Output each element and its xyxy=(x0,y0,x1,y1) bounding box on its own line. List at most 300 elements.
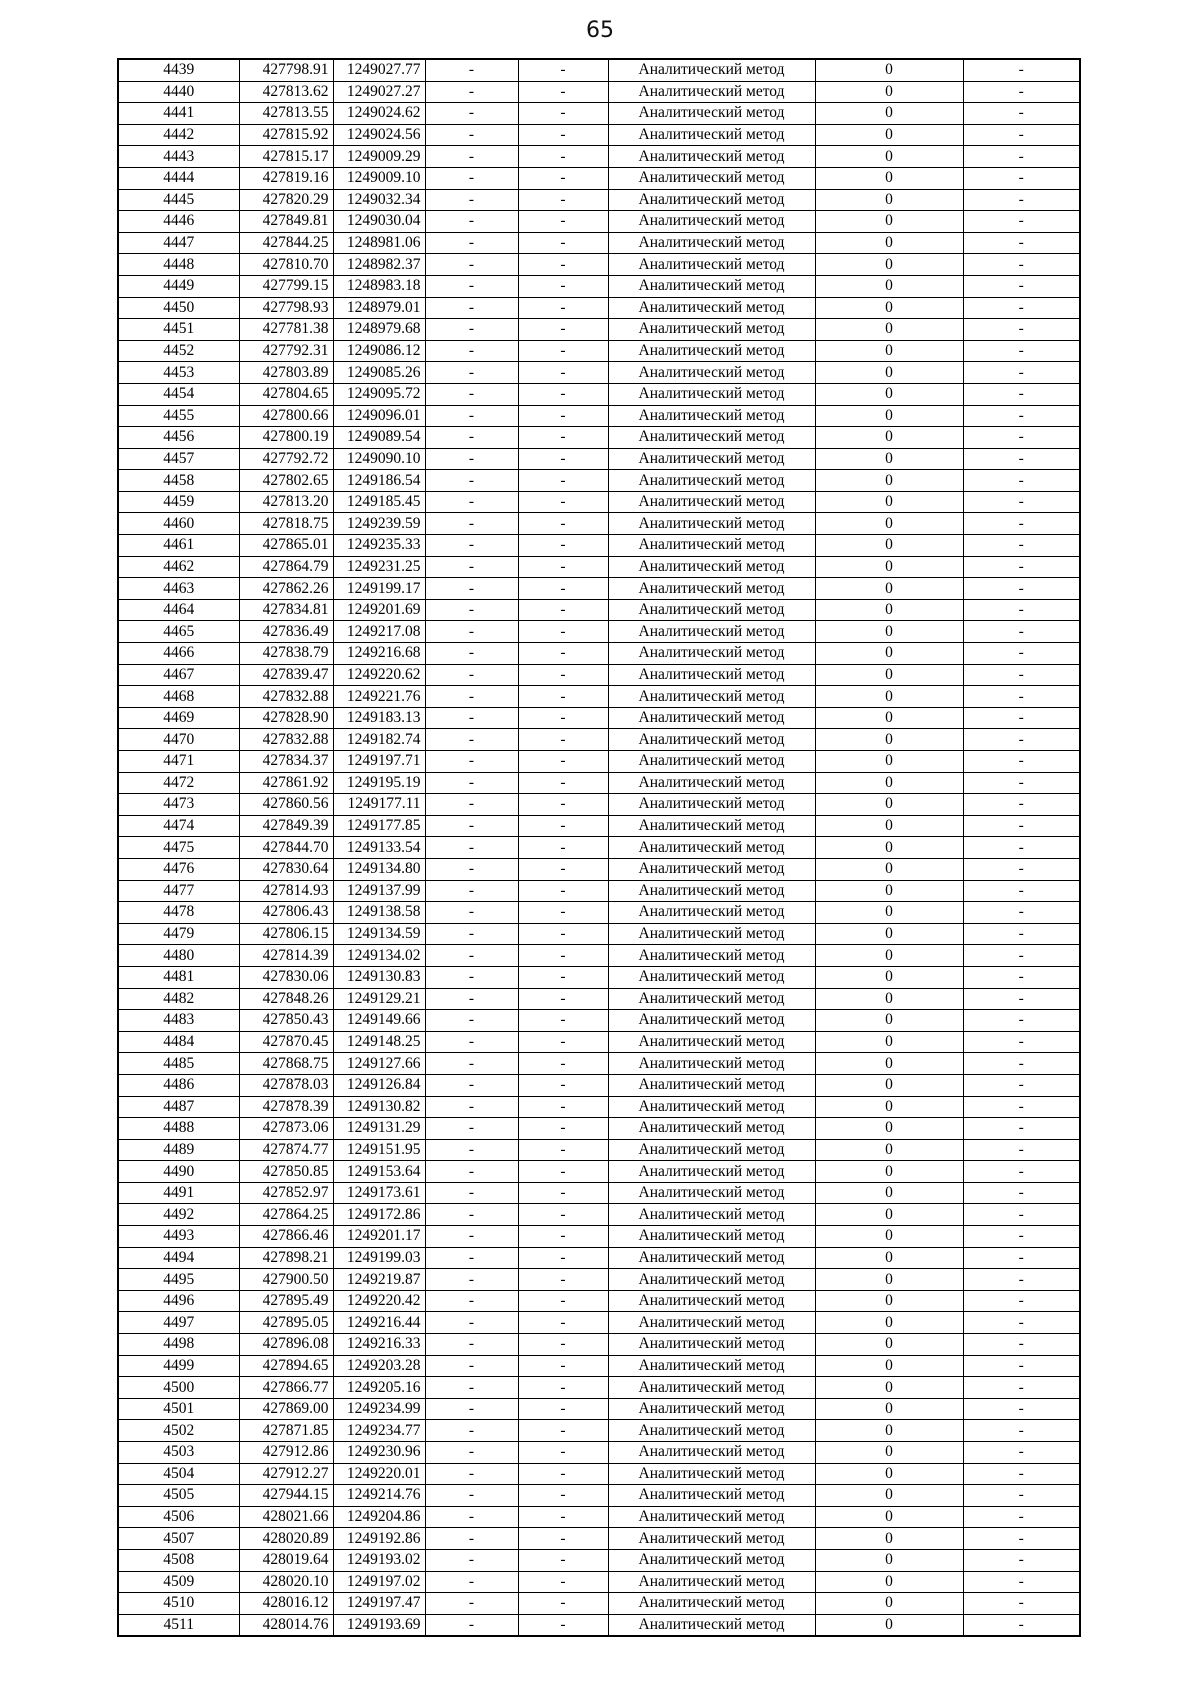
dash-cell: - xyxy=(425,1182,518,1204)
y-coordinate-cell: 1249024.62 xyxy=(333,103,425,125)
point-number-cell: 4497 xyxy=(118,1312,239,1334)
table-row xyxy=(118,1139,1080,1161)
point-number-cell: 4446 xyxy=(118,211,239,233)
method-cell: Аналитический метод xyxy=(608,1463,815,1485)
value-cell: 0 xyxy=(815,319,963,341)
y-coordinate-cell: 1249186.54 xyxy=(333,470,425,492)
value-cell: 0 xyxy=(815,1074,963,1096)
value-cell: 0 xyxy=(815,340,963,362)
dash-cell: - xyxy=(425,1118,518,1140)
dash-cell: - xyxy=(425,1139,518,1161)
x-coordinate-cell: 427792.31 xyxy=(239,340,333,362)
point-number-cell: 4457 xyxy=(118,448,239,470)
dash-cell: - xyxy=(963,815,1080,837)
y-coordinate-cell: 1249131.29 xyxy=(333,1118,425,1140)
method-cell: Аналитический метод xyxy=(608,1355,815,1377)
table-row xyxy=(118,491,1080,513)
point-number-cell: 4476 xyxy=(118,858,239,880)
method-cell: Аналитический метод xyxy=(608,1118,815,1140)
point-number-cell: 4470 xyxy=(118,729,239,751)
value-cell: 0 xyxy=(815,81,963,103)
x-coordinate-cell: 427844.70 xyxy=(239,837,333,859)
table-row xyxy=(118,1355,1080,1377)
table-row xyxy=(118,751,1080,773)
y-coordinate-cell: 1249027.77 xyxy=(333,59,425,81)
table-row xyxy=(118,275,1080,297)
x-coordinate-cell: 427869.00 xyxy=(239,1398,333,1420)
point-number-cell: 4474 xyxy=(118,815,239,837)
value-cell: 0 xyxy=(815,1139,963,1161)
table-row xyxy=(118,513,1080,535)
dash-cell: - xyxy=(425,1204,518,1226)
dash-cell: - xyxy=(963,362,1080,384)
x-coordinate-cell: 428014.76 xyxy=(239,1614,333,1636)
method-cell: Аналитический метод xyxy=(608,59,815,81)
dash-cell: - xyxy=(963,405,1080,427)
x-coordinate-cell: 427800.19 xyxy=(239,427,333,449)
dash-cell: - xyxy=(518,1463,608,1485)
table-row xyxy=(118,1528,1080,1550)
dash-cell: - xyxy=(518,297,608,319)
dash-cell: - xyxy=(425,340,518,362)
x-coordinate-cell: 427810.70 xyxy=(239,254,333,276)
method-cell: Аналитический метод xyxy=(608,405,815,427)
value-cell: 0 xyxy=(815,1593,963,1615)
dash-cell: - xyxy=(963,1528,1080,1550)
dash-cell: - xyxy=(518,621,608,643)
table-row xyxy=(118,383,1080,405)
method-cell: Аналитический метод xyxy=(608,664,815,686)
table-row xyxy=(118,232,1080,254)
x-coordinate-cell: 427870.45 xyxy=(239,1031,333,1053)
dash-cell: - xyxy=(425,491,518,513)
method-cell: Аналитический метод xyxy=(608,1139,815,1161)
point-number-cell: 4503 xyxy=(118,1442,239,1464)
dash-cell: - xyxy=(425,1528,518,1550)
dash-cell: - xyxy=(518,1355,608,1377)
method-cell: Аналитический метод xyxy=(608,1549,815,1571)
point-number-cell: 4439 xyxy=(118,59,239,81)
method-cell: Аналитический метод xyxy=(608,167,815,189)
dash-cell: - xyxy=(518,470,608,492)
dash-cell: - xyxy=(425,1571,518,1593)
value-cell: 0 xyxy=(815,837,963,859)
dash-cell: - xyxy=(518,232,608,254)
value-cell: 0 xyxy=(815,751,963,773)
x-coordinate-cell: 427813.62 xyxy=(239,81,333,103)
point-number-cell: 4480 xyxy=(118,945,239,967)
x-coordinate-cell: 427799.15 xyxy=(239,275,333,297)
y-coordinate-cell: 1249185.45 xyxy=(333,491,425,513)
dash-cell: - xyxy=(963,945,1080,967)
y-coordinate-cell: 1249151.95 xyxy=(333,1139,425,1161)
y-coordinate-cell: 1249148.25 xyxy=(333,1031,425,1053)
dash-cell: - xyxy=(425,643,518,665)
dash-cell: - xyxy=(963,1571,1080,1593)
point-number-cell: 4500 xyxy=(118,1377,239,1399)
dash-cell: - xyxy=(963,1139,1080,1161)
value-cell: 0 xyxy=(815,686,963,708)
table-row xyxy=(118,81,1080,103)
point-number-cell: 4443 xyxy=(118,146,239,168)
dash-cell: - xyxy=(518,1312,608,1334)
value-cell: 0 xyxy=(815,427,963,449)
y-coordinate-cell: 1249205.16 xyxy=(333,1377,425,1399)
table-row xyxy=(118,1118,1080,1140)
table-row xyxy=(118,966,1080,988)
y-coordinate-cell: 1249172.86 xyxy=(333,1204,425,1226)
method-cell: Аналитический метод xyxy=(608,966,815,988)
table-row xyxy=(118,1485,1080,1507)
table-row xyxy=(118,103,1080,125)
dash-cell: - xyxy=(963,167,1080,189)
dash-cell: - xyxy=(425,1506,518,1528)
method-cell: Аналитический метод xyxy=(608,621,815,643)
dash-cell: - xyxy=(518,1485,608,1507)
method-cell: Аналитический метод xyxy=(608,340,815,362)
x-coordinate-cell: 427804.65 xyxy=(239,383,333,405)
method-cell: Аналитический метод xyxy=(608,1247,815,1269)
dash-cell: - xyxy=(963,319,1080,341)
method-cell: Аналитический метод xyxy=(608,1204,815,1226)
x-coordinate-cell: 427900.50 xyxy=(239,1269,333,1291)
point-number-cell: 4478 xyxy=(118,902,239,924)
value-cell: 0 xyxy=(815,1377,963,1399)
method-cell: Аналитический метод xyxy=(608,1398,815,1420)
method-cell: Аналитический метод xyxy=(608,1571,815,1593)
value-cell: 0 xyxy=(815,1398,963,1420)
method-cell: Аналитический метод xyxy=(608,103,815,125)
y-coordinate-cell: 1249217.08 xyxy=(333,621,425,643)
y-coordinate-cell: 1249095.72 xyxy=(333,383,425,405)
table-row xyxy=(118,729,1080,751)
table-row xyxy=(118,1204,1080,1226)
point-number-cell: 4502 xyxy=(118,1420,239,1442)
dash-cell: - xyxy=(425,1031,518,1053)
dash-cell: - xyxy=(425,124,518,146)
table-row xyxy=(118,1074,1080,1096)
x-coordinate-cell: 427819.16 xyxy=(239,167,333,189)
method-cell: Аналитический метод xyxy=(608,1442,815,1464)
value-cell: 0 xyxy=(815,1247,963,1269)
dash-cell: - xyxy=(963,383,1080,405)
dash-cell: - xyxy=(518,686,608,708)
table-row xyxy=(118,945,1080,967)
x-coordinate-cell: 427832.88 xyxy=(239,686,333,708)
value-cell: 0 xyxy=(815,1442,963,1464)
y-coordinate-cell: 1249137.99 xyxy=(333,880,425,902)
value-cell: 0 xyxy=(815,966,963,988)
dash-cell: - xyxy=(518,751,608,773)
value-cell: 0 xyxy=(815,1528,963,1550)
y-coordinate-cell: 1249234.77 xyxy=(333,1420,425,1442)
method-cell: Аналитический метод xyxy=(608,211,815,233)
point-number-cell: 4447 xyxy=(118,232,239,254)
dash-cell: - xyxy=(425,103,518,125)
value-cell: 0 xyxy=(815,664,963,686)
dash-cell: - xyxy=(963,1463,1080,1485)
y-coordinate-cell: 1249193.02 xyxy=(333,1549,425,1571)
x-coordinate-cell: 427898.21 xyxy=(239,1247,333,1269)
table-row xyxy=(118,405,1080,427)
dash-cell: - xyxy=(518,988,608,1010)
dash-cell: - xyxy=(518,189,608,211)
value-cell: 0 xyxy=(815,1355,963,1377)
dash-cell: - xyxy=(963,794,1080,816)
table-row xyxy=(118,858,1080,880)
x-coordinate-cell: 427866.77 xyxy=(239,1377,333,1399)
point-number-cell: 4494 xyxy=(118,1247,239,1269)
table-row xyxy=(118,707,1080,729)
dash-cell: - xyxy=(425,254,518,276)
method-cell: Аналитический метод xyxy=(608,448,815,470)
method-cell: Аналитический метод xyxy=(608,470,815,492)
x-coordinate-cell: 427830.06 xyxy=(239,966,333,988)
dash-cell: - xyxy=(518,1290,608,1312)
y-coordinate-cell: 1249134.02 xyxy=(333,945,425,967)
value-cell: 0 xyxy=(815,1571,963,1593)
x-coordinate-cell: 427878.03 xyxy=(239,1074,333,1096)
x-coordinate-cell: 427800.66 xyxy=(239,405,333,427)
dash-cell: - xyxy=(963,599,1080,621)
dash-cell: - xyxy=(963,297,1080,319)
dash-cell: - xyxy=(425,686,518,708)
dash-cell: - xyxy=(518,923,608,945)
dash-cell: - xyxy=(518,794,608,816)
dash-cell: - xyxy=(425,189,518,211)
point-number-cell: 4510 xyxy=(118,1593,239,1615)
dash-cell: - xyxy=(518,1269,608,1291)
table-row xyxy=(118,427,1080,449)
dash-cell: - xyxy=(518,707,608,729)
x-coordinate-cell: 427868.75 xyxy=(239,1053,333,1075)
value-cell: 0 xyxy=(815,103,963,125)
table-row xyxy=(118,1182,1080,1204)
method-cell: Аналитический метод xyxy=(608,1290,815,1312)
point-number-cell: 4496 xyxy=(118,1290,239,1312)
dash-cell: - xyxy=(425,1334,518,1356)
dash-cell: - xyxy=(963,254,1080,276)
table-row xyxy=(118,686,1080,708)
dash-cell: - xyxy=(425,1549,518,1571)
dash-cell: - xyxy=(425,427,518,449)
dash-cell: - xyxy=(963,59,1080,81)
x-coordinate-cell: 427895.49 xyxy=(239,1290,333,1312)
point-number-cell: 4483 xyxy=(118,1010,239,1032)
point-number-cell: 4482 xyxy=(118,988,239,1010)
x-coordinate-cell: 427852.97 xyxy=(239,1182,333,1204)
dash-cell: - xyxy=(518,578,608,600)
method-cell: Аналитический метод xyxy=(608,124,815,146)
dash-cell: - xyxy=(425,880,518,902)
dash-cell: - xyxy=(425,59,518,81)
table-row xyxy=(118,59,1080,81)
point-number-cell: 4462 xyxy=(118,556,239,578)
y-coordinate-cell: 1249127.66 xyxy=(333,1053,425,1075)
dash-cell: - xyxy=(963,664,1080,686)
method-cell: Аналитический метод xyxy=(608,1161,815,1183)
y-coordinate-cell: 1249193.69 xyxy=(333,1614,425,1636)
x-coordinate-cell: 427813.20 xyxy=(239,491,333,513)
dash-cell: - xyxy=(518,1420,608,1442)
value-cell: 0 xyxy=(815,1334,963,1356)
method-cell: Аналитический метод xyxy=(608,794,815,816)
x-coordinate-cell: 427864.25 xyxy=(239,1204,333,1226)
dash-cell: - xyxy=(425,556,518,578)
value-cell: 0 xyxy=(815,1161,963,1183)
point-number-cell: 4461 xyxy=(118,535,239,557)
value-cell: 0 xyxy=(815,1463,963,1485)
y-coordinate-cell: 1249220.01 xyxy=(333,1463,425,1485)
dash-cell: - xyxy=(963,923,1080,945)
dash-cell: - xyxy=(963,1096,1080,1118)
dash-cell: - xyxy=(963,1074,1080,1096)
point-number-cell: 4506 xyxy=(118,1506,239,1528)
x-coordinate-cell: 427820.29 xyxy=(239,189,333,211)
value-cell: 0 xyxy=(815,578,963,600)
value-cell: 0 xyxy=(815,556,963,578)
point-number-cell: 4475 xyxy=(118,837,239,859)
dash-cell: - xyxy=(518,1161,608,1183)
point-number-cell: 4498 xyxy=(118,1334,239,1356)
value-cell: 0 xyxy=(815,1053,963,1075)
table-row xyxy=(118,340,1080,362)
value-cell: 0 xyxy=(815,1549,963,1571)
x-coordinate-cell: 427834.81 xyxy=(239,599,333,621)
dash-cell: - xyxy=(518,1398,608,1420)
y-coordinate-cell: 1249182.74 xyxy=(333,729,425,751)
dash-cell: - xyxy=(518,81,608,103)
dash-cell: - xyxy=(963,535,1080,557)
x-coordinate-cell: 427803.89 xyxy=(239,362,333,384)
y-coordinate-cell: 1249216.68 xyxy=(333,643,425,665)
point-number-cell: 4458 xyxy=(118,470,239,492)
method-cell: Аналитический метод xyxy=(608,535,815,557)
dash-cell: - xyxy=(518,945,608,967)
dash-cell: - xyxy=(963,880,1080,902)
method-cell: Аналитический метод xyxy=(608,902,815,924)
y-coordinate-cell: 1249234.99 xyxy=(333,1398,425,1420)
dash-cell: - xyxy=(518,1593,608,1615)
value-cell: 0 xyxy=(815,880,963,902)
table-row xyxy=(118,1506,1080,1528)
dash-cell: - xyxy=(518,664,608,686)
method-cell: Аналитический метод xyxy=(608,1593,815,1615)
dash-cell: - xyxy=(425,362,518,384)
dash-cell: - xyxy=(425,966,518,988)
value-cell: 0 xyxy=(815,902,963,924)
method-cell: Аналитический метод xyxy=(608,988,815,1010)
dash-cell: - xyxy=(963,1398,1080,1420)
value-cell: 0 xyxy=(815,923,963,945)
point-number-cell: 4464 xyxy=(118,599,239,621)
table-row xyxy=(118,211,1080,233)
x-coordinate-cell: 427896.08 xyxy=(239,1334,333,1356)
dash-cell: - xyxy=(425,297,518,319)
dash-cell: - xyxy=(963,1010,1080,1032)
dash-cell: - xyxy=(425,923,518,945)
dash-cell: - xyxy=(425,858,518,880)
dash-cell: - xyxy=(518,1010,608,1032)
dash-cell: - xyxy=(425,664,518,686)
method-cell: Аналитический метод xyxy=(608,1010,815,1032)
x-coordinate-cell: 427864.79 xyxy=(239,556,333,578)
table-row xyxy=(118,643,1080,665)
table-row xyxy=(118,880,1080,902)
value-cell: 0 xyxy=(815,232,963,254)
method-cell: Аналитический метод xyxy=(608,858,815,880)
point-number-cell: 4488 xyxy=(118,1118,239,1140)
dash-cell: - xyxy=(963,448,1080,470)
x-coordinate-cell: 427912.86 xyxy=(239,1442,333,1464)
point-number-cell: 4481 xyxy=(118,966,239,988)
value-cell: 0 xyxy=(815,383,963,405)
method-cell: Аналитический метод xyxy=(608,81,815,103)
y-coordinate-cell: 1248979.01 xyxy=(333,297,425,319)
method-cell: Аналитический метод xyxy=(608,1334,815,1356)
x-coordinate-cell: 427832.88 xyxy=(239,729,333,751)
y-coordinate-cell: 1249221.76 xyxy=(333,686,425,708)
dash-cell: - xyxy=(425,599,518,621)
dash-cell: - xyxy=(425,751,518,773)
x-coordinate-cell: 427862.26 xyxy=(239,578,333,600)
value-cell: 0 xyxy=(815,815,963,837)
dash-cell: - xyxy=(425,1290,518,1312)
y-coordinate-cell: 1249126.84 xyxy=(333,1074,425,1096)
table-row xyxy=(118,1549,1080,1571)
dash-cell: - xyxy=(518,340,608,362)
x-coordinate-cell: 427798.91 xyxy=(239,59,333,81)
value-cell: 0 xyxy=(815,275,963,297)
y-coordinate-cell: 1249032.34 xyxy=(333,189,425,211)
point-number-cell: 4465 xyxy=(118,621,239,643)
y-coordinate-cell: 1249239.59 xyxy=(333,513,425,535)
x-coordinate-cell: 427798.93 xyxy=(239,297,333,319)
y-coordinate-cell: 1248979.68 xyxy=(333,319,425,341)
x-coordinate-cell: 427865.01 xyxy=(239,535,333,557)
table-row xyxy=(118,1571,1080,1593)
dash-cell: - xyxy=(518,1506,608,1528)
dash-cell: - xyxy=(518,1377,608,1399)
table-row xyxy=(118,470,1080,492)
value-cell: 0 xyxy=(815,1118,963,1140)
method-cell: Аналитический метод xyxy=(608,491,815,513)
dash-cell: - xyxy=(425,167,518,189)
method-cell: Аналитический метод xyxy=(608,686,815,708)
point-number-cell: 4466 xyxy=(118,643,239,665)
method-cell: Аналитический метод xyxy=(608,1226,815,1248)
y-coordinate-cell: 1249130.83 xyxy=(333,966,425,988)
value-cell: 0 xyxy=(815,254,963,276)
point-number-cell: 4454 xyxy=(118,383,239,405)
dash-cell: - xyxy=(963,1593,1080,1615)
point-number-cell: 4456 xyxy=(118,427,239,449)
method-cell: Аналитический метод xyxy=(608,578,815,600)
table-row xyxy=(118,1096,1080,1118)
point-number-cell: 4469 xyxy=(118,707,239,729)
value-cell: 0 xyxy=(815,1420,963,1442)
dash-cell: - xyxy=(518,535,608,557)
dash-cell: - xyxy=(518,1442,608,1464)
dash-cell: - xyxy=(963,1549,1080,1571)
point-number-cell: 4472 xyxy=(118,772,239,794)
dash-cell: - xyxy=(425,1226,518,1248)
x-coordinate-cell: 427830.64 xyxy=(239,858,333,880)
x-coordinate-cell: 427806.15 xyxy=(239,923,333,945)
point-number-cell: 4455 xyxy=(118,405,239,427)
x-coordinate-cell: 428020.10 xyxy=(239,1571,333,1593)
x-coordinate-cell: 427878.39 xyxy=(239,1096,333,1118)
